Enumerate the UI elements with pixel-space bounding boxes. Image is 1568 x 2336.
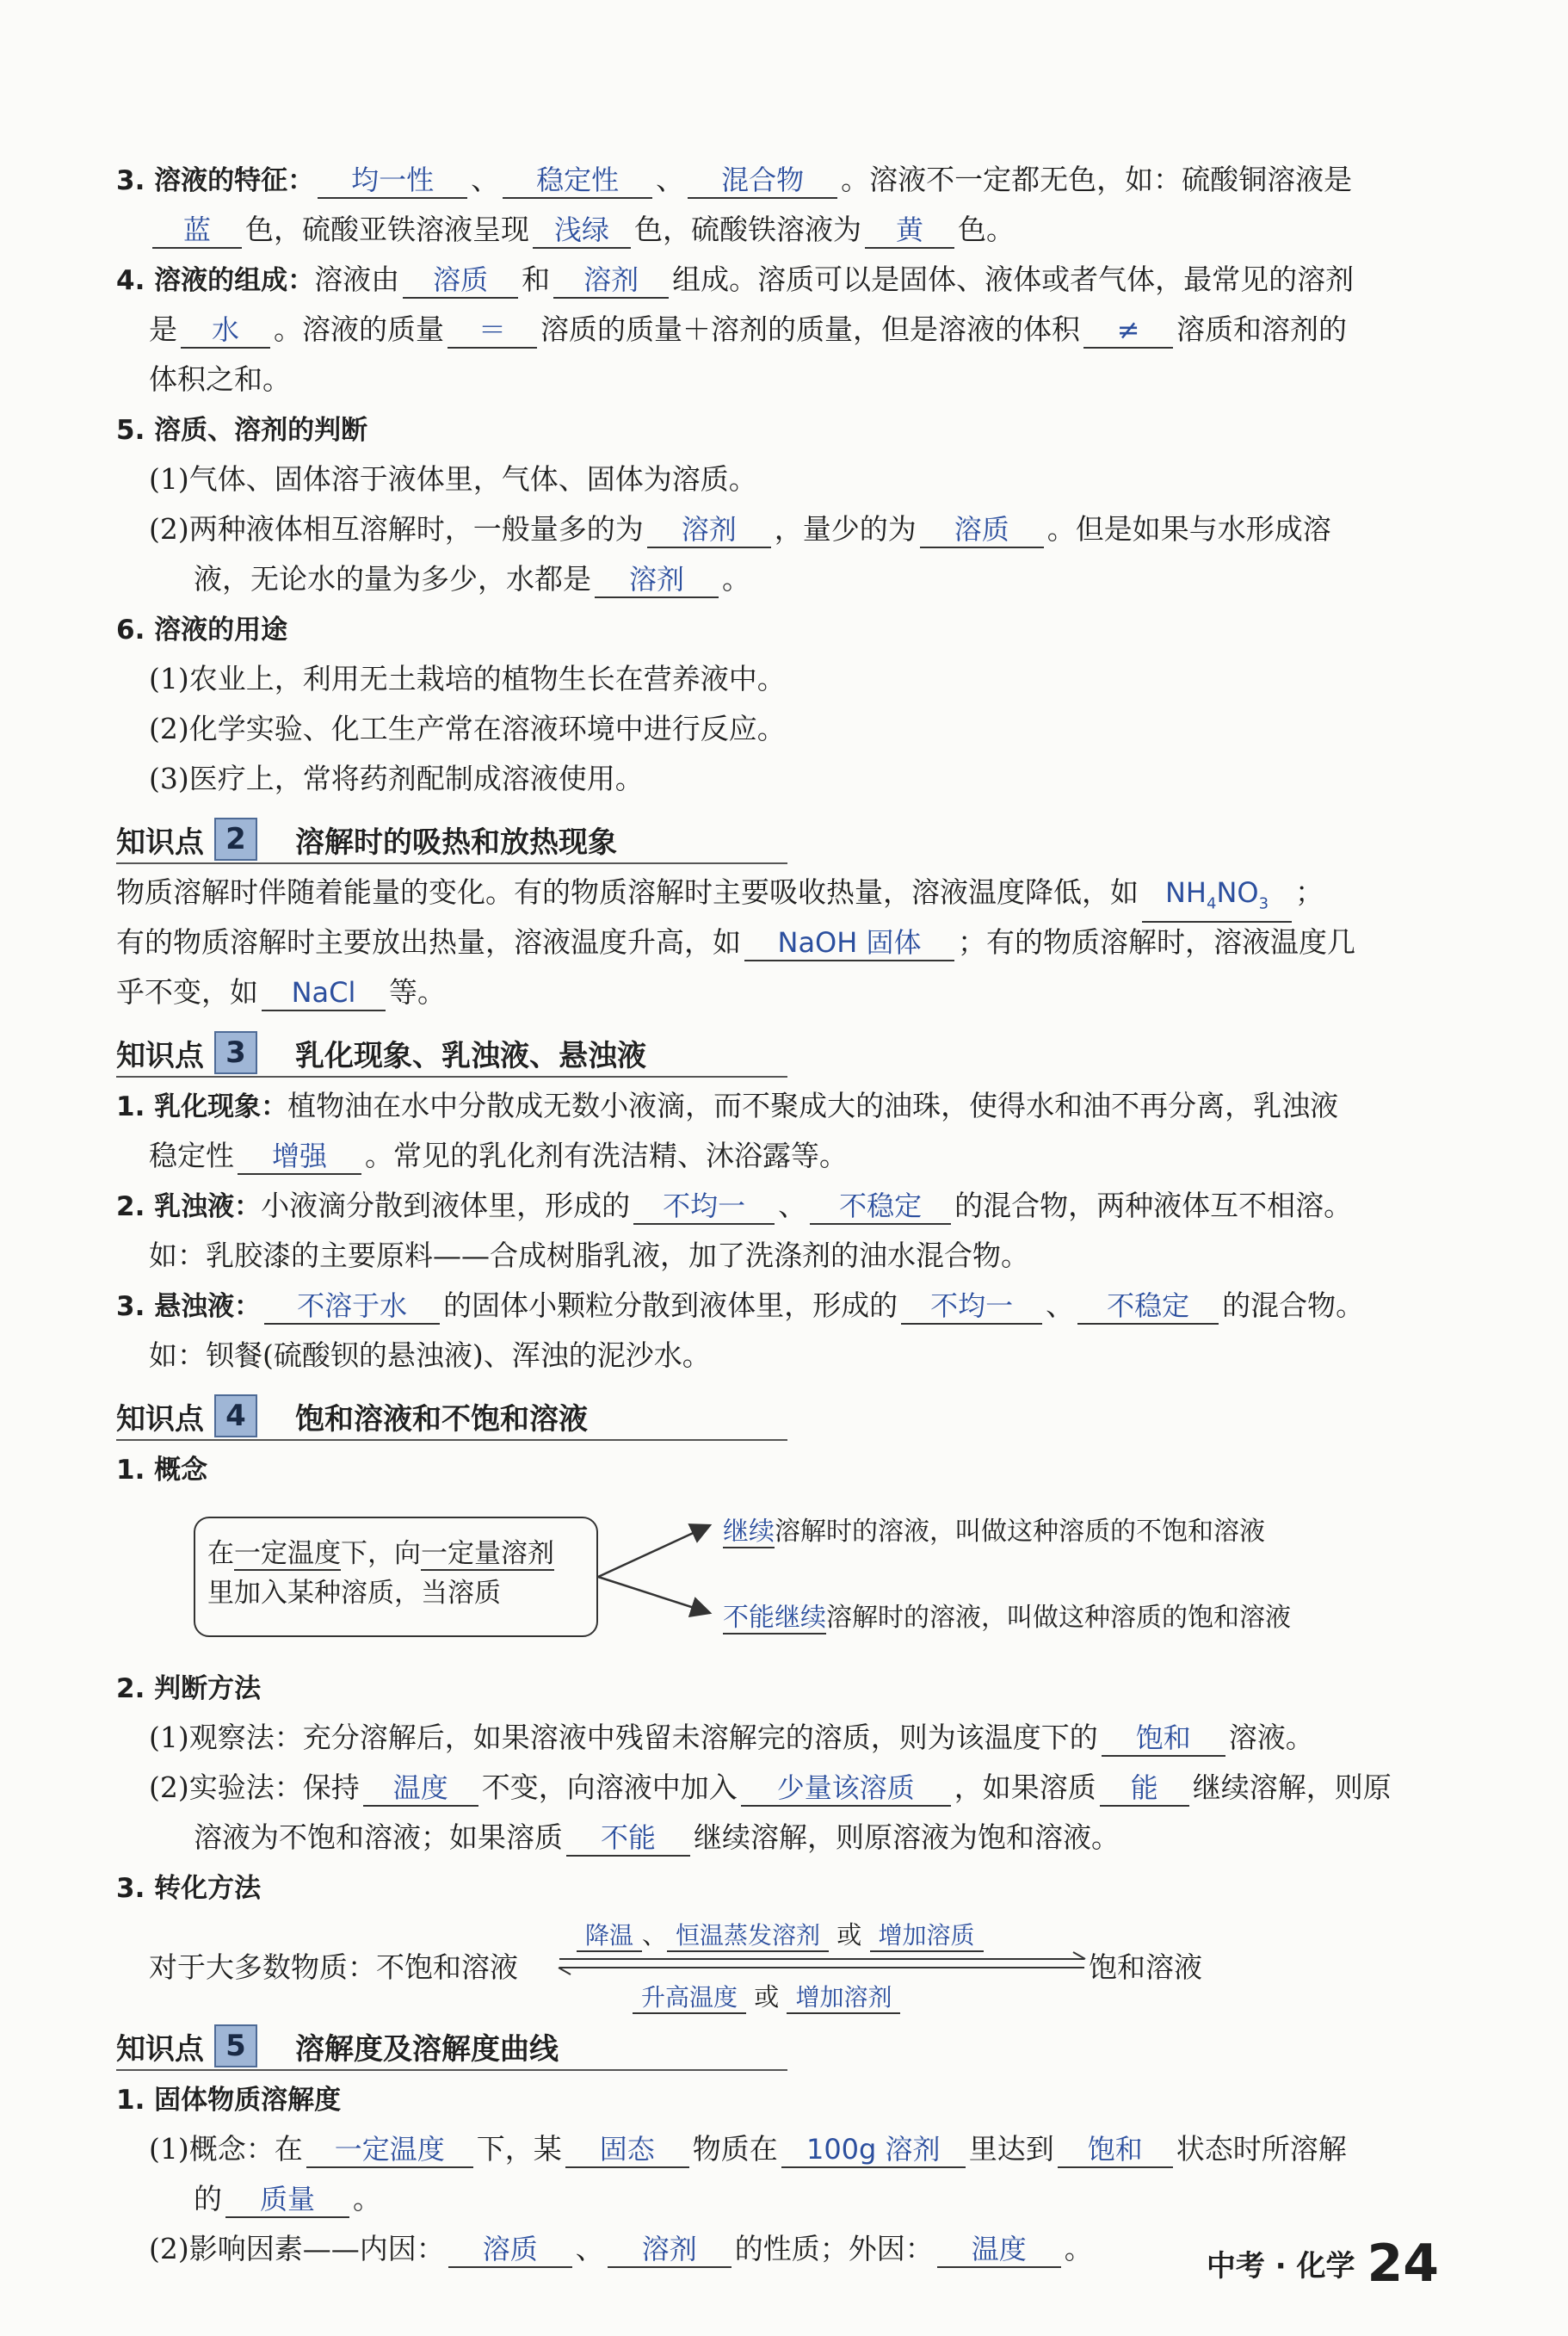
answer-blank: NaCl xyxy=(262,975,386,1011)
text: 、 xyxy=(575,2232,604,2265)
text: 、 xyxy=(656,163,685,196)
answer-term: 继续 xyxy=(723,1517,775,1547)
solution-uses-line2 xyxy=(116,704,1459,754)
text: 植物油在水中分散成无数小液滴，而不聚成大的油珠，使得水和油不再分离，乳浊液 xyxy=(287,1089,1339,1122)
kp2-line2 xyxy=(116,918,1459,967)
text: 、 xyxy=(1046,1289,1075,1322)
text: 下，向 xyxy=(341,1538,421,1569)
heading: 3. 悬浊液： xyxy=(116,1291,262,1322)
heading: 6. 溶液的用途 xyxy=(116,615,288,646)
text: 。常见的乳化剂有洗洁精、沐浴露等。 xyxy=(365,1139,848,1172)
answer-blank: 不均一 xyxy=(633,1189,775,1225)
judgement-heading xyxy=(116,1663,1459,1713)
text: 状态时所溶解 xyxy=(1176,2132,1347,2166)
answer-blank: ＝ xyxy=(448,312,537,349)
unsaturated-definition xyxy=(723,1510,1265,1548)
answer-blank: 升高温度 xyxy=(633,1983,746,2014)
text: 溶液由 xyxy=(314,263,400,296)
underlined-term: 一定量溶剂 xyxy=(421,1538,554,1569)
answer-blank: ≠ xyxy=(1083,312,1173,349)
concept-arrows xyxy=(116,1499,719,1663)
answer-blank xyxy=(1142,875,1292,923)
solubility-line1 xyxy=(116,2124,1459,2174)
kp-title: 饱和溶液和不饱和溶液 xyxy=(295,1401,588,1437)
answer-blank: 不稳定 xyxy=(810,1189,951,1225)
answer-blank: 固态 xyxy=(565,2132,689,2168)
text: 溶解时的溶液，叫做这种溶质的饱和溶液 xyxy=(826,1603,1291,1633)
answer-blank: 温度 xyxy=(363,1771,478,1807)
answer-blank: 100g 溶剂 xyxy=(781,2132,966,2168)
text: 等。 xyxy=(389,975,446,1009)
solute-solvent-line3 xyxy=(116,554,1459,604)
answer-blank: 溶剂 xyxy=(647,512,771,548)
text: 或 xyxy=(836,1920,862,1950)
text: 的性质；外因： xyxy=(734,2232,934,2265)
answer-blank: 溶剂 xyxy=(553,263,669,299)
backward-arrow-head xyxy=(559,1968,571,1974)
answer-blank: 混合物 xyxy=(688,163,837,199)
kp3-line1 xyxy=(116,1081,1459,1131)
text: 。 xyxy=(1064,2232,1093,2265)
judgement-line3 xyxy=(116,1813,1459,1863)
text: 的固体小颗粒分散到液体里，形成的 xyxy=(443,1289,898,1322)
concept-heading xyxy=(116,1444,1459,1494)
kp3-line5 xyxy=(116,1281,1459,1331)
answer-blank: 不溶于水 xyxy=(264,1289,440,1325)
text: 、 xyxy=(471,163,500,196)
text: (2)影响因素——内因： xyxy=(149,2232,445,2265)
kp3-line3 xyxy=(116,1181,1459,1231)
footer-subject: 中考 · 化学 xyxy=(1206,2249,1355,2283)
answer-term: 不能继续 xyxy=(723,1603,826,1633)
conversion-diagram xyxy=(116,1916,1459,2011)
text: 溶质和溶剂的 xyxy=(1176,312,1347,346)
answer-blank: 恒温蒸发溶剂 xyxy=(667,1921,829,1952)
answer-blank: 饱和 xyxy=(1102,1721,1225,1757)
answer-blank: 不均一 xyxy=(901,1289,1042,1325)
text: 溶解时的溶液，叫做这种溶质的不饱和溶液 xyxy=(775,1517,1265,1547)
text: 组成。溶质可以是固体、液体或者气体，最常见的溶剂 xyxy=(672,263,1355,296)
solution-uses-line1 xyxy=(116,654,1459,704)
text: 有的物质溶解时主要放出热量，溶液温度升高，如 xyxy=(116,925,741,959)
answer-blank: 溶质 xyxy=(920,512,1044,548)
heading: 1. 概念 xyxy=(116,1455,208,1486)
heading: 5. 溶质、溶剂的判断 xyxy=(116,415,368,446)
text: 。但是如果与水形成溶 xyxy=(1046,512,1331,546)
conversion-heading xyxy=(116,1863,1459,1913)
text: ；有的物质溶解时，溶液温度几 xyxy=(958,925,1355,959)
kp-title: 溶解时的吸热和放热现象 xyxy=(295,825,617,860)
text: 溶质的质量＋溶剂的质量，但是溶液的体积 xyxy=(540,312,1080,346)
forward-arrow-head xyxy=(1073,1952,1085,1959)
solution-uses-line3 xyxy=(116,754,1459,804)
text: 。 xyxy=(353,2182,381,2215)
knowledge-point-4-header xyxy=(116,1387,787,1444)
heading: 1. 固体物质溶解度 xyxy=(116,2085,342,2116)
solubility-heading xyxy=(116,2074,1459,2124)
text: 物质在 xyxy=(692,2132,778,2166)
kp-title: 溶解度及溶解度曲线 xyxy=(295,2031,559,2067)
text: 的 xyxy=(194,2182,222,2215)
answer-blank: 少量该溶质 xyxy=(741,1771,951,1807)
solution-uses-heading xyxy=(116,604,1459,654)
solute-solvent-line1 xyxy=(116,454,1459,504)
solution-composition-line1 xyxy=(116,255,1459,305)
text: (1)概念：在 xyxy=(149,2132,303,2166)
text: 色。 xyxy=(958,213,1015,246)
formula-part: NO xyxy=(1216,876,1259,909)
conversion-backward-conditions xyxy=(633,1978,900,2014)
text: (2)两种液体相互溶解时，一般量多的为 xyxy=(149,512,644,546)
text: (2)化学实验、化工生产常在溶液环境中进行反应。 xyxy=(149,712,786,745)
text: 乎不变，如 xyxy=(116,975,258,1009)
solubility-line2 xyxy=(116,2174,1459,2224)
answer-blank: 黄 xyxy=(865,213,954,249)
underlined-term: 一定温度 xyxy=(234,1538,341,1569)
answer-blank: 蓝 xyxy=(152,213,242,249)
judgement-line2 xyxy=(116,1763,1459,1813)
answer-blank: 溶质 xyxy=(403,263,518,299)
page-number: 24 xyxy=(1367,2234,1439,2294)
answer-blank: 质量 xyxy=(225,2182,349,2218)
text: (1)农业上，利用无土栽培的植物生长在营养液中。 xyxy=(149,662,786,695)
saturated-label: 饱和溶液 xyxy=(1089,1950,1202,1984)
text: 的混合物，两种液体互不相溶。 xyxy=(954,1189,1353,1222)
text: 溶液。 xyxy=(1228,1721,1314,1754)
text: (2)实验法：保持 xyxy=(149,1771,360,1804)
kp-title: 乳化现象、乳浊液、悬浊液 xyxy=(295,1038,646,1073)
text: 不变，向溶液中加入 xyxy=(481,1771,738,1804)
text: 如：钡餐(硫酸钡的悬浊液)、浑浊的泥沙水。 xyxy=(149,1338,711,1372)
saturated-definition xyxy=(723,1596,1291,1634)
text: 、 xyxy=(778,1189,807,1222)
answer-blank: 降温 xyxy=(577,1921,642,1952)
concept-diagram xyxy=(116,1499,1459,1663)
kp3-line4 xyxy=(116,1231,1459,1281)
answer-blank: 溶剂 xyxy=(608,2232,732,2268)
arrow-down xyxy=(598,1577,710,1613)
kp-number-badge: 5 xyxy=(214,2024,257,2067)
judgement-line1 xyxy=(116,1713,1459,1763)
text: 色，硫酸铁溶液为 xyxy=(634,213,861,246)
answer-blank: 溶剂 xyxy=(595,562,719,598)
answer-blank: 不稳定 xyxy=(1077,1289,1219,1325)
knowledge-point-3-header xyxy=(116,1024,787,1081)
answer-blank: 均一性 xyxy=(318,163,467,199)
text: 色，硫酸亚铁溶液呈现 xyxy=(245,213,529,246)
text: 物质溶解时伴随着能量的变化。有的物质溶解时主要吸收热量，溶液温度降低，如 xyxy=(116,875,1139,909)
solute-solvent-heading xyxy=(116,405,1459,454)
text: 体积之和。 xyxy=(149,362,291,396)
page-footer xyxy=(1206,2234,1439,2294)
answer-blank: 不能 xyxy=(566,1820,690,1857)
text: 继续溶解，则原 xyxy=(1192,1771,1392,1804)
answer-blank: 浅绿 xyxy=(533,213,631,249)
text: (1)观察法：充分溶解后，如果溶液中残留未溶解完的溶质，则为该温度下的 xyxy=(149,1721,1098,1754)
answer-blank: NaOH 固体 xyxy=(744,925,954,961)
solution-features-line1 xyxy=(116,155,1459,205)
text: 如：乳胶漆的主要原料——合成树脂乳液，加了洗涤剂的油水混合物。 xyxy=(149,1239,1029,1272)
unsaturated-label: 对于大多数物质：不饱和溶液 xyxy=(149,1950,518,1984)
text: 液，无论水的量为多少，水都是 xyxy=(194,562,591,596)
answer-blank: 溶质 xyxy=(448,2232,572,2268)
kp-number-badge: 4 xyxy=(214,1394,257,1437)
answer-blank: 温度 xyxy=(937,2232,1061,2268)
content xyxy=(116,155,1459,2274)
formula-part: NH xyxy=(1164,876,1207,909)
text: 小液滴分散到液体里，形成的 xyxy=(261,1189,631,1222)
text: 稳定性 xyxy=(149,1139,234,1172)
solution-features-line2 xyxy=(116,205,1459,255)
answer-blank: 增强 xyxy=(238,1139,361,1175)
heading: 1. 乳化现象： xyxy=(116,1091,288,1122)
solute-solvent-line2 xyxy=(116,504,1459,554)
text: (3)医疗上，常将药剂配制成溶液使用。 xyxy=(149,762,644,795)
heading: 2. 乳浊液： xyxy=(116,1191,262,1222)
kp-label: 知识点 xyxy=(116,825,204,860)
kp-label: 知识点 xyxy=(116,1401,204,1437)
knowledge-point-5-header xyxy=(116,2018,787,2074)
text: 、 xyxy=(642,1920,668,1950)
knowledge-point-2-header xyxy=(116,811,787,868)
subscript: 4 xyxy=(1206,894,1217,913)
answer-blank: 一定温度 xyxy=(306,2132,473,2168)
text: 是 xyxy=(149,312,177,346)
kp2-line3 xyxy=(116,967,1459,1017)
answer-blank: 增加溶剂 xyxy=(787,1983,900,2014)
text: 或 xyxy=(754,1982,780,2012)
text: 里达到 xyxy=(968,2132,1054,2166)
answer-blank: 能 xyxy=(1100,1771,1189,1807)
answer-blank: 饱和 xyxy=(1058,2132,1173,2168)
text: 。溶液的质量 xyxy=(274,312,444,346)
answer-blank: 稳定性 xyxy=(503,163,652,199)
kp2-line1 xyxy=(116,868,1459,918)
text: (1)气体、固体溶于液体里，气体、固体为溶质。 xyxy=(149,462,757,496)
text: ，量少的为 xyxy=(774,512,917,546)
kp-number-badge: 3 xyxy=(214,1031,257,1074)
kp3-line2 xyxy=(116,1131,1459,1181)
heading: 3. 转化方法 xyxy=(116,1873,262,1904)
heading: 3. 溶液的特征： xyxy=(116,165,315,196)
solution-composition-line2 xyxy=(116,305,1459,355)
solution-composition-line3 xyxy=(116,355,1459,405)
text: 下，某 xyxy=(476,2132,562,2166)
text: 。 xyxy=(722,562,750,596)
text: 。溶液不一定都无色，如：硫酸铜溶液是 xyxy=(841,163,1353,196)
text: 和 xyxy=(522,263,551,296)
text: 继续溶解，则原溶液为饱和溶液。 xyxy=(694,1820,1120,1854)
text: ； xyxy=(1295,875,1324,909)
text: 里加入某种溶质，当溶质 xyxy=(207,1578,501,1609)
kp3-line6 xyxy=(116,1331,1459,1381)
kp-label: 知识点 xyxy=(116,1038,204,1073)
answer-blank: 增加溶质 xyxy=(870,1921,984,1952)
answer-blank: 水 xyxy=(181,312,270,349)
heading: 4. 溶液的组成： xyxy=(116,265,315,296)
text: 溶液为不饱和溶液；如果溶质 xyxy=(194,1820,563,1854)
kp-label: 知识点 xyxy=(116,2031,204,2067)
text: 在 xyxy=(207,1538,234,1569)
text: ，如果溶质 xyxy=(954,1771,1096,1804)
heading: 2. 判断方法 xyxy=(116,1673,262,1704)
kp-number-badge: 2 xyxy=(214,818,257,861)
subscript: 3 xyxy=(1258,894,1269,913)
text: 的混合物。 xyxy=(1222,1289,1365,1322)
arrow-up xyxy=(598,1525,710,1577)
